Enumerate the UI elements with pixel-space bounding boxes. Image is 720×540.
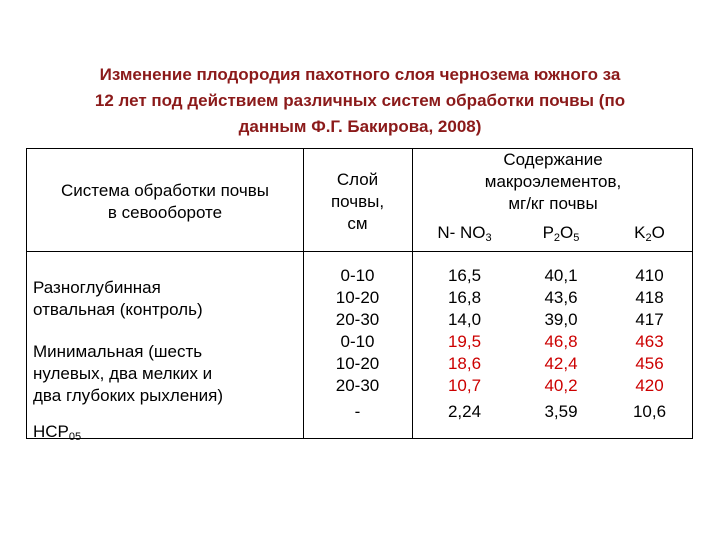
hcp-p2o5-cell: 3,59 bbox=[544, 402, 578, 421]
no3-cell: 14,0 bbox=[447, 310, 482, 329]
p2o5-cell: 43,6 bbox=[544, 288, 578, 307]
title-line-1: Изменение плодородия пахотного слоя чернозема южного за bbox=[99, 65, 621, 84]
layer-cell: 20-30 bbox=[335, 376, 380, 395]
system-conventional: Разноглубинная отвальная (контроль) bbox=[33, 278, 203, 319]
no3-cell: 10,7 bbox=[447, 376, 482, 395]
no3-column bbox=[412, 265, 517, 423]
k2o-cell: 410 bbox=[635, 266, 664, 285]
no3-cell: 16,5 bbox=[447, 266, 482, 285]
layer-cell: 10-20 bbox=[335, 288, 380, 307]
p2o5-column bbox=[517, 265, 605, 423]
layer-cell: 0-10 bbox=[340, 332, 375, 351]
no3-cell: 16,8 bbox=[447, 288, 482, 307]
p2o5-cell: 40,2 bbox=[544, 376, 578, 395]
k2o-column bbox=[605, 265, 694, 423]
title-line-3: данным Ф.Г. Бакирова, 2008) bbox=[238, 117, 482, 136]
system-minimal: Минимальная (шесть нулевых, два мелких и два глубоких рыхления) bbox=[33, 342, 224, 405]
k2o-cell: 418 bbox=[635, 288, 664, 307]
no3-cell: 19,5 bbox=[447, 332, 482, 351]
header-divider bbox=[27, 251, 692, 252]
title-line-2: 12 лет под действием различных систем обработки почвы (по bbox=[94, 91, 626, 110]
p2o5-cell: 42,4 bbox=[544, 354, 578, 373]
p2o5-cell: 46,8 bbox=[544, 332, 578, 351]
header-content: Содержание макроэлементов, мг/кг почвы bbox=[484, 150, 622, 213]
hcp-no3-cell: 2,24 bbox=[447, 402, 482, 421]
no3-cell: 18,6 bbox=[447, 354, 482, 373]
data-table bbox=[26, 148, 693, 443]
page-title bbox=[20, 62, 700, 140]
k2o-cell: 456 bbox=[635, 354, 664, 373]
layers-column bbox=[303, 265, 412, 423]
k2o-cell: 417 bbox=[635, 310, 664, 329]
layer-cell: 0-10 bbox=[340, 266, 375, 285]
layer-cell: 10-20 bbox=[335, 354, 380, 373]
header-layer: Слой почвы, см bbox=[330, 170, 385, 233]
hcp-layer-cell: - bbox=[354, 402, 361, 421]
header-system: Система обработки почвы в севообороте bbox=[61, 181, 269, 222]
p2o5-cell: 40,1 bbox=[544, 266, 578, 285]
header-k2o: $K_2O$ bbox=[634, 223, 665, 244]
layer-cell: 20-30 bbox=[335, 310, 380, 329]
k2o-cell: 463 bbox=[635, 332, 664, 351]
p2o5-cell: 39,0 bbox=[544, 310, 578, 329]
hcp-label: $НСР_{05}$ bbox=[33, 422, 82, 443]
hcp-k2o-cell: 10,6 bbox=[632, 402, 667, 421]
header-no3: N- $NO_3$ bbox=[437, 223, 492, 244]
header-p2o5: $P_2O_5$ bbox=[542, 223, 580, 244]
k2o-cell: 420 bbox=[635, 376, 664, 395]
